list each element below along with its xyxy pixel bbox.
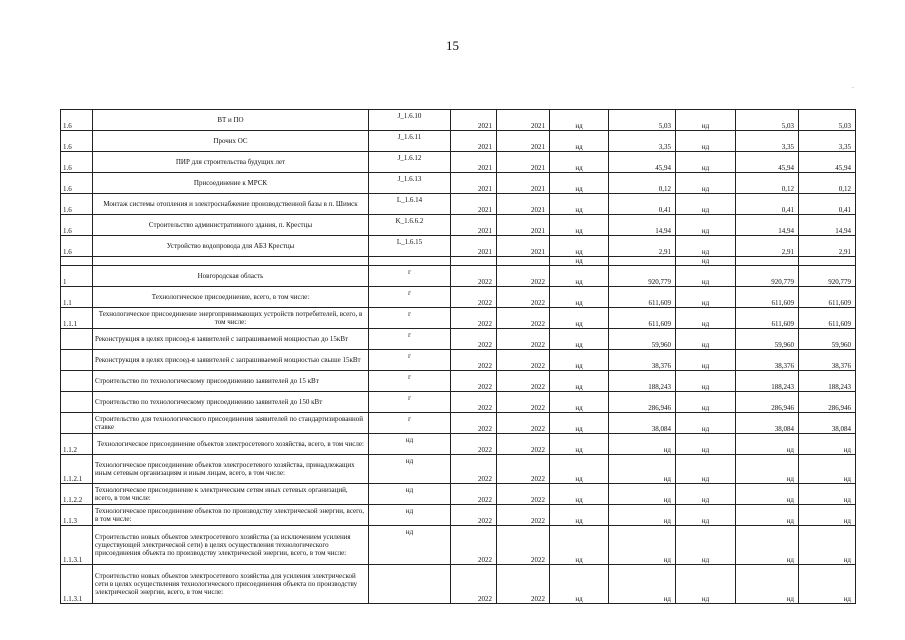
table-row bbox=[61, 413, 856, 434]
value-e-cell: 45,94 bbox=[799, 152, 856, 173]
row-name-cell: Технологическое присоединение, всего, в том числе: bbox=[93, 287, 369, 308]
year-end-cell: 2022 bbox=[497, 484, 550, 505]
value-c-cell: нд bbox=[676, 484, 736, 505]
value-b-cell: нд bbox=[609, 526, 676, 565]
year-start-cell: 2022 bbox=[451, 565, 497, 604]
row-number-cell: 1.6 bbox=[61, 236, 93, 257]
year-end-cell: 2022 bbox=[497, 526, 550, 565]
year-end-cell: 2022 bbox=[497, 266, 550, 287]
value-e-cell: 611,609 bbox=[799, 308, 856, 329]
row-code-cell: нд bbox=[369, 505, 451, 526]
row-number-cell: 1.6 bbox=[61, 110, 93, 131]
value-a-cell: нд bbox=[550, 131, 609, 152]
value-c-cell: нд bbox=[676, 287, 736, 308]
year-start-cell: 2022 bbox=[451, 413, 497, 434]
year-end-cell: 2022 bbox=[497, 455, 550, 484]
row-name-cell: Устройство водопровода для АБЗ Крестцы bbox=[93, 236, 369, 257]
table-row bbox=[61, 194, 856, 215]
table-row bbox=[61, 455, 856, 484]
year-start-cell: 2022 bbox=[451, 434, 497, 455]
value-e-cell: 0,12 bbox=[799, 173, 856, 194]
value-b-cell: 5,03 bbox=[609, 110, 676, 131]
table-row bbox=[61, 350, 856, 371]
row-name-cell: Реконструкция в целях присоед-я заявителей с запрашиваемой мощностью свыше 15кВт bbox=[93, 350, 369, 371]
value-e-cell: 2,91 bbox=[799, 236, 856, 257]
value-b-cell: нд bbox=[609, 434, 676, 455]
value-d-cell: 14,94 bbox=[736, 215, 799, 236]
value-c-cell: нд bbox=[676, 236, 736, 257]
value-e-cell bbox=[799, 257, 856, 266]
value-b-cell: 611,609 bbox=[609, 308, 676, 329]
value-e-cell: нд bbox=[799, 434, 856, 455]
value-c-cell: нд bbox=[676, 215, 736, 236]
year-start-cell: 2021 bbox=[451, 215, 497, 236]
row-number-cell: 1.1.2.1 bbox=[61, 455, 93, 484]
value-a-cell: нд bbox=[550, 350, 609, 371]
row-code-cell: J_1.6.13 bbox=[369, 173, 451, 194]
row-code-cell: нд bbox=[369, 526, 451, 565]
row-code-cell: г bbox=[369, 392, 451, 413]
value-b-cell: 286,946 bbox=[609, 392, 676, 413]
year-start-cell: 2021 bbox=[451, 236, 497, 257]
value-c-cell: нд bbox=[676, 194, 736, 215]
value-d-cell: 611,609 bbox=[736, 308, 799, 329]
year-end-cell: 2022 bbox=[497, 371, 550, 392]
value-d-cell: 5,03 bbox=[736, 110, 799, 131]
value-c-cell: нд bbox=[676, 173, 736, 194]
value-e-cell: 38,084 bbox=[799, 413, 856, 434]
value-a-cell: нд bbox=[550, 434, 609, 455]
year-start-cell: 2021 bbox=[451, 110, 497, 131]
table-row bbox=[61, 173, 856, 194]
year-start-cell: 2022 bbox=[451, 484, 497, 505]
year-end-cell: 2021 bbox=[497, 131, 550, 152]
value-e-cell: 0,41 bbox=[799, 194, 856, 215]
value-d-cell: 38,084 bbox=[736, 413, 799, 434]
row-number-cell: 1.6 bbox=[61, 194, 93, 215]
row-code-cell: г bbox=[369, 287, 451, 308]
year-start-cell: 2021 bbox=[451, 131, 497, 152]
table-row bbox=[61, 152, 856, 173]
value-c-cell: нд bbox=[676, 152, 736, 173]
row-number-cell: 1.6 bbox=[61, 173, 93, 194]
table-row bbox=[61, 266, 856, 287]
value-b-cell: нд bbox=[609, 505, 676, 526]
row-code-cell: L_1.6.15 bbox=[369, 236, 451, 257]
value-a-cell: нд bbox=[550, 413, 609, 434]
value-c-cell: нд bbox=[676, 526, 736, 565]
value-c-cell: нд bbox=[676, 455, 736, 484]
row-name-cell: Строительство новых объектов электросетевого хозяйства для усиления электрической сети в целях осуществления технологического присоединения объекта по производству электрической энергии, всего, в том числе: bbox=[93, 565, 369, 604]
year-end-cell: 2021 bbox=[497, 173, 550, 194]
value-a-cell: нд bbox=[550, 287, 609, 308]
value-a-cell: нд bbox=[550, 266, 609, 287]
row-name-cell: Новгородская область bbox=[93, 266, 369, 287]
row-number-cell: 1.1.3 bbox=[61, 505, 93, 526]
value-e-cell: нд bbox=[799, 455, 856, 484]
value-b-cell: 14,94 bbox=[609, 215, 676, 236]
row-number-cell: 1.1.3.1 bbox=[61, 565, 93, 604]
row-number-cell: 1.6 bbox=[61, 131, 93, 152]
table-row bbox=[61, 257, 856, 266]
value-b-cell bbox=[609, 257, 676, 266]
year-end-cell: 2022 bbox=[497, 329, 550, 350]
value-e-cell: 286,946 bbox=[799, 392, 856, 413]
value-d-cell: 59,960 bbox=[736, 329, 799, 350]
value-a-cell: нд bbox=[550, 392, 609, 413]
row-number-cell: 1.1.1 bbox=[61, 308, 93, 329]
row-number-cell bbox=[61, 392, 93, 413]
page-number: 15 bbox=[446, 38, 459, 53]
value-d-cell: нд bbox=[736, 484, 799, 505]
year-start-cell: 2022 bbox=[451, 287, 497, 308]
year-end-cell: 2022 bbox=[497, 308, 550, 329]
year-end-cell bbox=[497, 257, 550, 266]
row-code-cell: L_1.6.14 bbox=[369, 194, 451, 215]
value-a-cell: нд bbox=[550, 371, 609, 392]
value-b-cell: 920,779 bbox=[609, 266, 676, 287]
value-d-cell: 3,35 bbox=[736, 131, 799, 152]
year-end-cell: 2021 bbox=[497, 152, 550, 173]
value-a-cell: нд bbox=[550, 236, 609, 257]
value-c-cell: нд bbox=[676, 413, 736, 434]
row-name-cell: Строительство по технологическому присоединению заявителей до 15 кВт bbox=[93, 371, 369, 392]
row-number-cell: 1.1 bbox=[61, 287, 93, 308]
row-name-cell: Технологическое присоединение энергопринимающих устройств потребителей, всего, в том числе: bbox=[93, 308, 369, 329]
row-code-cell: г bbox=[369, 350, 451, 371]
year-end-cell: 2022 bbox=[497, 505, 550, 526]
value-b-cell: 0,12 bbox=[609, 173, 676, 194]
year-start-cell: 2022 bbox=[451, 526, 497, 565]
value-e-cell: 611,609 bbox=[799, 287, 856, 308]
year-start-cell: 2022 bbox=[451, 505, 497, 526]
value-c-cell: нд bbox=[676, 110, 736, 131]
value-b-cell: нд bbox=[609, 455, 676, 484]
year-start-cell: 2022 bbox=[451, 308, 497, 329]
value-d-cell: 2,91 bbox=[736, 236, 799, 257]
table-row bbox=[61, 434, 856, 455]
value-d-cell: 45,94 bbox=[736, 152, 799, 173]
year-start-cell: 2021 bbox=[451, 173, 497, 194]
value-c-cell: нд bbox=[676, 257, 736, 266]
year-start-cell: 2022 bbox=[451, 350, 497, 371]
value-e-cell: 38,376 bbox=[799, 350, 856, 371]
value-b-cell: 38,376 bbox=[609, 350, 676, 371]
value-d-cell: 286,946 bbox=[736, 392, 799, 413]
row-name-cell: ПИР для строительства будущих лет bbox=[93, 152, 369, 173]
value-a-cell: нд bbox=[550, 484, 609, 505]
value-b-cell: 188,243 bbox=[609, 371, 676, 392]
year-start-cell: 2022 bbox=[451, 371, 497, 392]
value-d-cell: 188,243 bbox=[736, 371, 799, 392]
value-d-cell: нд bbox=[736, 434, 799, 455]
value-a-cell: нд bbox=[550, 257, 609, 266]
table-row bbox=[61, 329, 856, 350]
row-code-cell bbox=[369, 565, 451, 604]
table-body bbox=[61, 110, 856, 604]
year-start-cell: 2022 bbox=[451, 392, 497, 413]
value-e-cell: 920,779 bbox=[799, 266, 856, 287]
row-code-cell: J_1.6.10 bbox=[369, 110, 451, 131]
row-name-cell: Строительство новых объектов электросетевого хозяйства (за исключением усиления существующей электрической сети) в целях осуществления технологического присоединения объекта по производству электрической энергии, всего, в том числе: bbox=[93, 526, 369, 565]
row-code-cell: г bbox=[369, 329, 451, 350]
year-end-cell: 2021 bbox=[497, 215, 550, 236]
table-row bbox=[61, 287, 856, 308]
row-number-cell: 1.6 bbox=[61, 215, 93, 236]
year-end-cell: 2022 bbox=[497, 434, 550, 455]
table-row bbox=[61, 505, 856, 526]
year-end-cell: 2022 bbox=[497, 413, 550, 434]
row-name-cell: ВТ и ПО bbox=[93, 110, 369, 131]
table-row bbox=[61, 392, 856, 413]
table-row bbox=[61, 565, 856, 604]
year-end-cell: 2022 bbox=[497, 350, 550, 371]
value-e-cell: нд bbox=[799, 565, 856, 604]
value-d-cell: 611,609 bbox=[736, 287, 799, 308]
row-name-cell: Технологическое присоединение к электрическим сетям иных сетевых организаций, всего, в том числе: bbox=[93, 484, 369, 505]
row-name-cell: Строительство для технологического присоединения заявителей по стандартизированной ставке bbox=[93, 413, 369, 434]
year-start-cell: 2021 bbox=[451, 194, 497, 215]
value-a-cell: нд bbox=[550, 505, 609, 526]
value-a-cell: нд bbox=[550, 110, 609, 131]
value-e-cell: 59,960 bbox=[799, 329, 856, 350]
value-d-cell: 0,41 bbox=[736, 194, 799, 215]
value-e-cell: нд bbox=[799, 526, 856, 565]
year-end-cell: 2021 bbox=[497, 110, 550, 131]
year-start-cell bbox=[451, 257, 497, 266]
value-c-cell: нд bbox=[676, 308, 736, 329]
value-a-cell: нд bbox=[550, 329, 609, 350]
row-name-cell: Реконструкция в целях присоед-я заявителей с запрашиваемой мощностью до 15кВт bbox=[93, 329, 369, 350]
table-row bbox=[61, 131, 856, 152]
value-d-cell: 38,376 bbox=[736, 350, 799, 371]
value-c-cell: нд bbox=[676, 505, 736, 526]
year-end-cell: 2022 bbox=[497, 287, 550, 308]
year-start-cell: 2022 bbox=[451, 329, 497, 350]
value-d-cell: 920,779 bbox=[736, 266, 799, 287]
table-row bbox=[61, 236, 856, 257]
value-b-cell: 2,91 bbox=[609, 236, 676, 257]
year-end-cell: 2021 bbox=[497, 194, 550, 215]
value-b-cell: 45,94 bbox=[609, 152, 676, 173]
row-number-cell bbox=[61, 350, 93, 371]
value-e-cell: нд bbox=[799, 505, 856, 526]
table-row bbox=[61, 484, 856, 505]
value-d-cell: 0,12 bbox=[736, 173, 799, 194]
row-number-cell bbox=[61, 329, 93, 350]
value-d-cell bbox=[736, 257, 799, 266]
row-number-cell: 1.1.2 bbox=[61, 434, 93, 455]
value-a-cell: нд bbox=[550, 173, 609, 194]
row-code-cell: J_1.6.12 bbox=[369, 152, 451, 173]
row-name-cell: Технологическое присоединение объектов электросетевого хозяйства, всего, в том числе: bbox=[93, 434, 369, 455]
value-c-cell: нд bbox=[676, 350, 736, 371]
table-row bbox=[61, 308, 856, 329]
value-d-cell: нд bbox=[736, 526, 799, 565]
year-start-cell: 2021 bbox=[451, 152, 497, 173]
year-end-cell: 2022 bbox=[497, 565, 550, 604]
value-b-cell: 59,960 bbox=[609, 329, 676, 350]
table-row bbox=[61, 110, 856, 131]
row-code-cell: г bbox=[369, 371, 451, 392]
value-b-cell: 3,35 bbox=[609, 131, 676, 152]
value-b-cell: 0,41 bbox=[609, 194, 676, 215]
value-a-cell: нд bbox=[550, 194, 609, 215]
year-start-cell: 2022 bbox=[451, 455, 497, 484]
value-e-cell: нд bbox=[799, 484, 856, 505]
value-e-cell: 188,243 bbox=[799, 371, 856, 392]
table-row bbox=[61, 371, 856, 392]
row-code-cell: нд bbox=[369, 455, 451, 484]
row-code-cell: K_1.6.6.2 bbox=[369, 215, 451, 236]
row-name-cell: Прочих ОС bbox=[93, 131, 369, 152]
value-c-cell: нд bbox=[676, 266, 736, 287]
value-b-cell: нд bbox=[609, 484, 676, 505]
investment-table-wrapper bbox=[60, 109, 856, 604]
row-name-cell: Технологическое присоединение объектов электросетевого хозяйства, принадлежащих иным сетевым организациям и иным лицам, всего, в том числе: bbox=[93, 455, 369, 484]
value-c-cell: нд bbox=[676, 565, 736, 604]
value-c-cell: нд bbox=[676, 434, 736, 455]
row-code-cell: г bbox=[369, 308, 451, 329]
value-e-cell: 5,03 bbox=[799, 110, 856, 131]
year-end-cell: 2022 bbox=[497, 392, 550, 413]
row-name-cell: Строительство административного здания, п. Крестцы bbox=[93, 215, 369, 236]
value-a-cell: нд bbox=[550, 308, 609, 329]
row-name-cell: Технологическое присоединение объектов по производству электрической энергии, всего, в том числе: bbox=[93, 505, 369, 526]
value-c-cell: нд bbox=[676, 371, 736, 392]
year-start-cell: 2022 bbox=[451, 266, 497, 287]
row-number-cell: 1.1.2.2 bbox=[61, 484, 93, 505]
table-row bbox=[61, 526, 856, 565]
value-c-cell: нд bbox=[676, 329, 736, 350]
row-number-cell: 1.1.3.1 bbox=[61, 526, 93, 565]
table-row bbox=[61, 215, 856, 236]
value-a-cell: нд bbox=[550, 215, 609, 236]
row-number-cell: 1 bbox=[61, 266, 93, 287]
value-c-cell: нд bbox=[676, 392, 736, 413]
row-number-cell bbox=[61, 257, 93, 266]
row-code-cell: г bbox=[369, 413, 451, 434]
value-e-cell: 3,35 bbox=[799, 131, 856, 152]
value-c-cell: нд bbox=[676, 131, 736, 152]
value-d-cell: нд bbox=[736, 455, 799, 484]
value-d-cell: нд bbox=[736, 565, 799, 604]
value-b-cell: 38,084 bbox=[609, 413, 676, 434]
value-a-cell: нд bbox=[550, 455, 609, 484]
row-number-cell bbox=[61, 371, 93, 392]
value-e-cell: 14,94 bbox=[799, 215, 856, 236]
value-a-cell: нд bbox=[550, 152, 609, 173]
row-code-cell: J_1.6.11 bbox=[369, 131, 451, 152]
value-a-cell: нд bbox=[550, 565, 609, 604]
row-code-cell: нд bbox=[369, 434, 451, 455]
value-b-cell: нд bbox=[609, 565, 676, 604]
row-name-cell bbox=[93, 257, 369, 266]
year-end-cell: 2021 bbox=[497, 236, 550, 257]
row-code-cell: нд bbox=[369, 484, 451, 505]
row-name-cell: Монтаж системы отопления и электроснабжение производственной базы в п. Шимск bbox=[93, 194, 369, 215]
row-number-cell: 1.6 bbox=[61, 152, 93, 173]
row-code-cell bbox=[369, 257, 451, 266]
investment-table bbox=[60, 109, 856, 604]
edge-mark: . bbox=[852, 82, 854, 90]
row-name-cell: Присоединение к МРСК bbox=[93, 173, 369, 194]
row-name-cell: Строительство по технологическому присоединению заявителей до 150 кВт bbox=[93, 392, 369, 413]
value-a-cell: нд bbox=[550, 526, 609, 565]
row-number-cell bbox=[61, 413, 93, 434]
value-b-cell: 611,609 bbox=[609, 287, 676, 308]
value-d-cell: нд bbox=[736, 505, 799, 526]
row-code-cell: г bbox=[369, 266, 451, 287]
